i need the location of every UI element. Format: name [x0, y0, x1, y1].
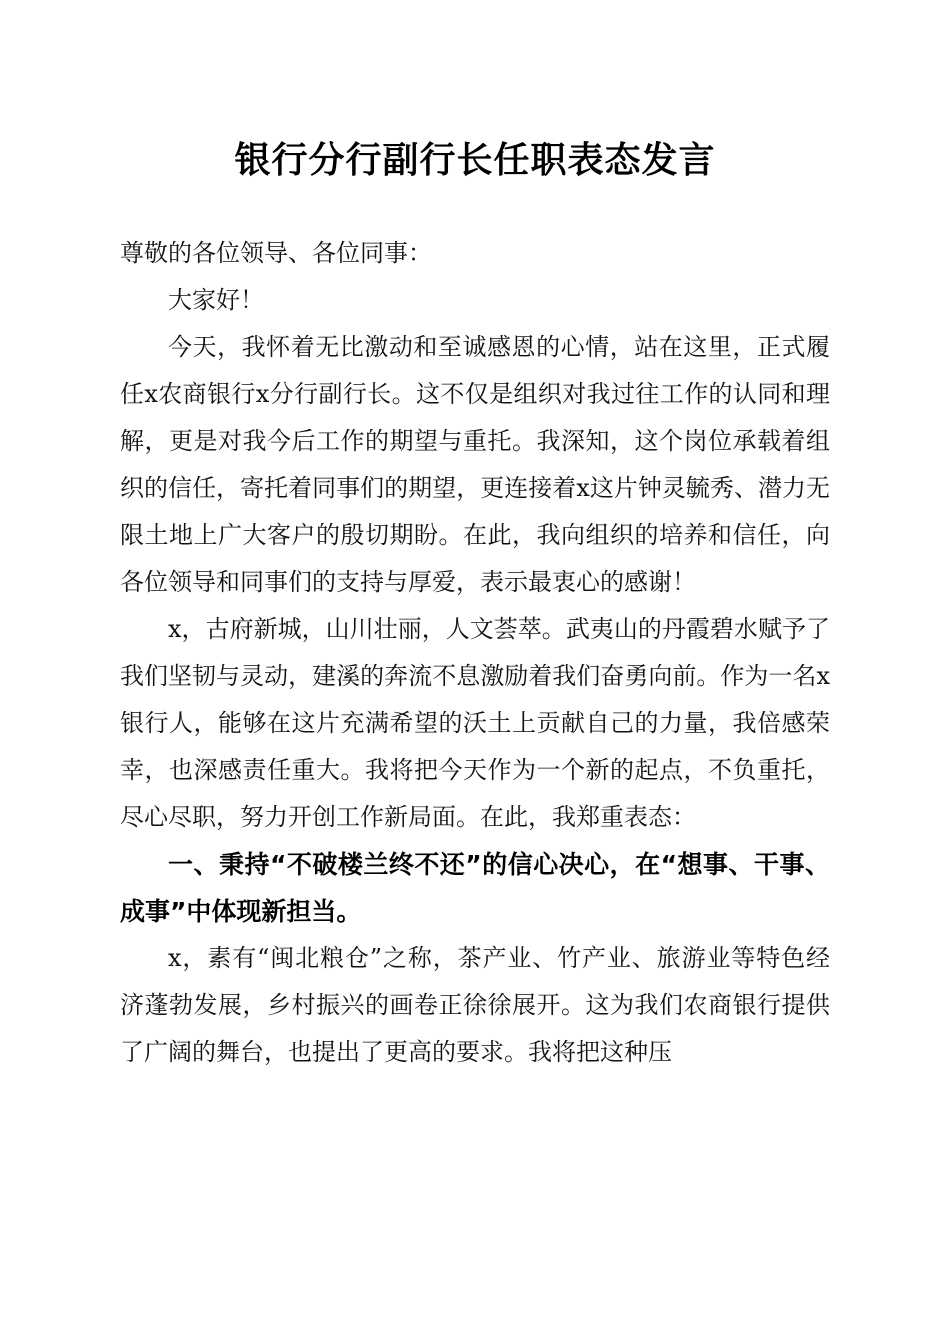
document-title: 银行分行副行长任职表态发言	[234, 139, 716, 181]
section-heading: 一、秉持“不破楼兰终不还”的信心决心，在“想事、干事、成事”中体现新担当。	[120, 850, 830, 926]
paragraph: 今天，我怀着无比激动和至诚感恩的心情，站在这里，正式履任x农商银行x分行副行长。这不仅是组织对我过往工作的认同和理解，更是对我今后工作的期望与重托。我深知，这个岗位承载着组织的信任，寄托着同事们的期望，更连接着x这片钟灵毓秀、潜力无限土地上广大客户的殷切期盼。在此，我向组织的培养和信任，向各位领导和同事们的支持与厚爱，表示最衷心的感谢！	[120, 333, 830, 596]
document-body	[120, 230, 830, 1076]
section-paragraph: x，素有“闽北粮仓”之称，茶产业、竹产业、旅游业等特色经济蓬勃发展，乡村振兴的画卷正徐徐展开。这为我们农商银行提供了广阔的舞台，也提出了更高的要求。我将把这种压	[120, 944, 830, 1066]
salutation: 尊敬的各位领导、各位同事：	[120, 239, 432, 267]
greeting: 大家好！	[168, 286, 264, 314]
paragraph: x，古府新城，山川壮丽，人文荟萃。武夷山的丹霞碧水赋予了我们坚韧与灵动，建溪的奔流不息激励着我们奋勇向前。作为一名x银行人，能够在这片充满希望的沃土上贡献自己的力量，我倍感荣幸，也深感责任重大。我将把今天作为一个新的起点，不负重托，尽心尽职，努力开创工作新局面。在此，我郑重表态：	[120, 615, 830, 831]
